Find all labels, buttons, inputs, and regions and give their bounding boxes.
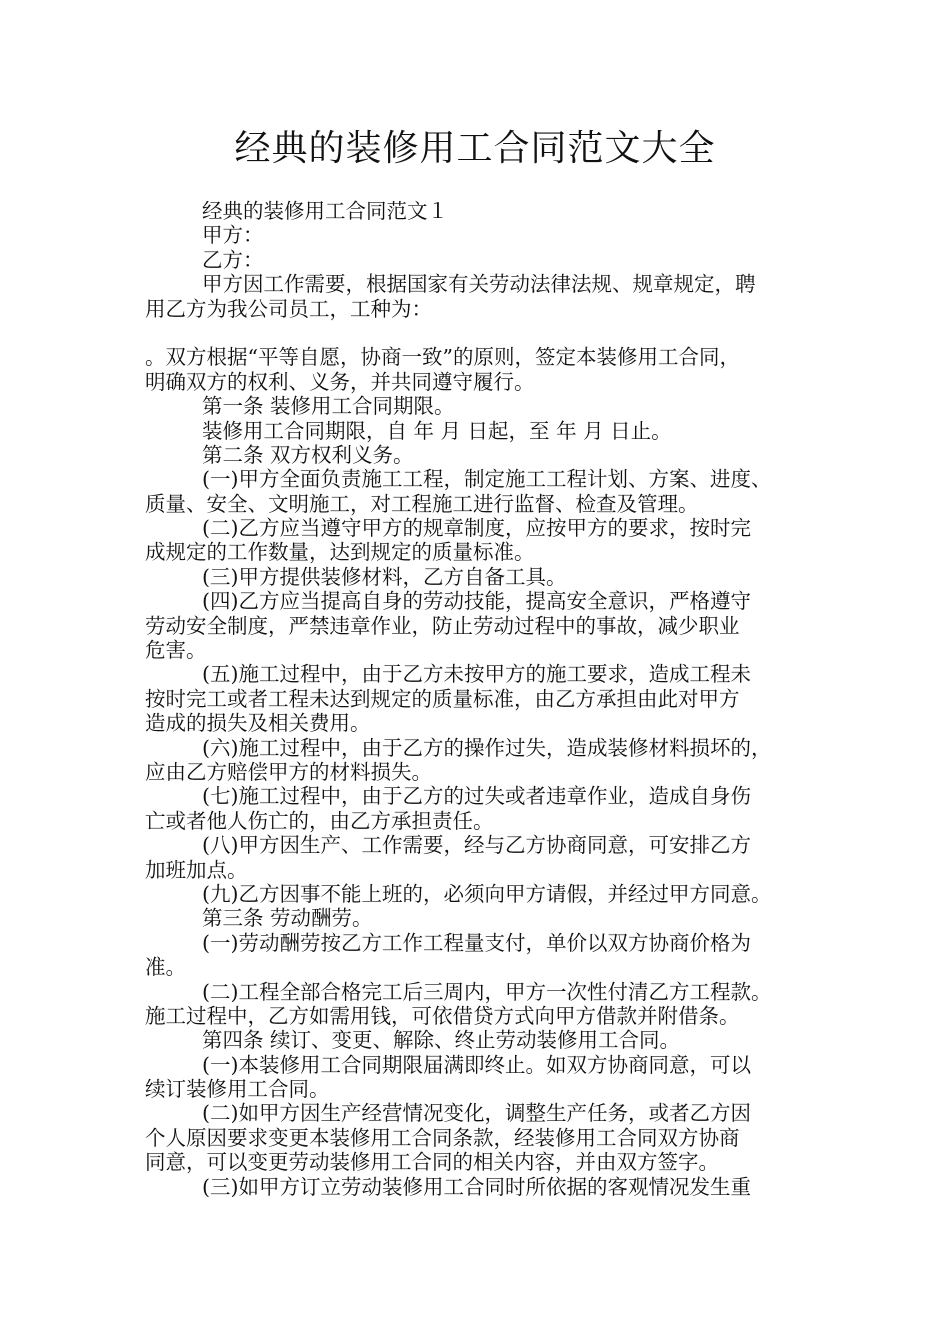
text-line: 应由乙方赔偿甲方的材料损失。 (145, 759, 432, 784)
text-line: (七)施工过程中，由于乙方的过失或者违章作业，造成自身伤 (202, 784, 751, 809)
blank-line (145, 321, 825, 345)
text-line: 劳动安全制度，严禁违章作业，防止劳动过程中的事故，减少职业 (145, 613, 740, 638)
text-line: 明确双方的权利、义务，并共同遵守履行。 (145, 369, 535, 394)
text-line: 甲方因工作需要，根据国家有关劳动法律法规、规章规定，聘 (202, 272, 756, 297)
text-line: 准。 (145, 955, 186, 980)
text-line: 装修用工合同期限，自 年 月 日起，至 年 月 日止。 (202, 418, 672, 443)
document-title: 经典的装修用工合同范文大全 (234, 128, 716, 169)
text-line: 亡或者他人伤亡的，由乙方承担责任。 (145, 808, 494, 833)
text-line: 第二条 双方权利义务。 (202, 442, 414, 467)
text-line: (二)如甲方因生产经营情况变化，调整生产任务，或者乙方因 (202, 1101, 751, 1126)
document-body (145, 199, 825, 1199)
text-line: (五)施工过程中，由于乙方未按甲方的施工要求，造成工程未 (202, 662, 751, 687)
text-line: (三)如甲方订立劳动装修用工合同时所依据的客观情况发生重 (202, 1174, 751, 1199)
text-line: 。双方根据“平等自愿，协商一致”的原则，签定本装修用工合同， (145, 345, 740, 370)
text-line: 加班加点。 (145, 857, 248, 882)
text-line: (二)乙方应当遵守甲方的规章制度，应按甲方的要求，按时完 (202, 516, 751, 541)
text-line: 第三条 劳动酬劳。 (202, 906, 373, 931)
text-line: 个人原因要求变更本装修用工合同条款，经装修用工合同双方协商 (145, 1125, 740, 1150)
text-line: (九)乙方因事不能上班的，必须向甲方请假，并经过甲方同意。 (202, 881, 772, 906)
text-line: 乙方： (202, 247, 264, 272)
text-line: (四)乙方应当提高自身的劳动技能，提高安全意识，严格遵守 (202, 589, 751, 614)
text-line: (一)本装修用工合同期限届满即终止。如双方协商同意，可以 (202, 1052, 751, 1077)
text-line: (二)工程全部合格完工后三周内，甲方一次性付清乙方工程款。 (202, 979, 772, 1004)
text-line: 用乙方为我公司员工，工种为： (145, 296, 432, 321)
text-line: 第一条 装修用工合同期限。 (202, 394, 455, 419)
text-line: (六)施工过程中，由于乙方的操作过失，造成装修材料损坏的， (202, 735, 772, 760)
text-line: 成规定的工作数量，达到规定的质量标准。 (145, 540, 535, 565)
text-line: 质量、安全、文明施工，对工程施工进行监督、检查及管理。 (145, 491, 699, 516)
text-line: 施工过程中，乙方如需用钱，可依借贷方式向甲方借款并附借条。 (145, 1003, 740, 1028)
text-line: 甲方： (202, 223, 264, 248)
text-line: (八)甲方因生产、工作需要，经与乙方协商同意，可安排乙方 (202, 833, 751, 858)
text-line: 经典的装修用工合同范文１ (202, 199, 448, 223)
text-line: 第四条 续订、变更、解除、终止劳动装修用工合同。 (202, 1028, 681, 1053)
text-line: 危害。 (145, 638, 207, 663)
text-line: 造成的损失及相关费用。 (145, 711, 371, 736)
text-line: 同意，可以变更劳动装修用工合同的相关内容，并由双方签字。 (145, 1150, 719, 1175)
text-line: (一)劳动酬劳按乙方工作工程量支付，单价以双方协商价格为 (202, 930, 751, 955)
text-line: 续订装修用工合同。 (145, 1077, 330, 1102)
text-line: (一)甲方全面负责施工工程，制定施工工程计划、方案、进度、 (202, 467, 772, 492)
text-line: (三)甲方提供装修材料，乙方自备工具。 (202, 564, 567, 589)
text-line: 按时完工或者工程未达到规定的质量标准，由乙方承担由此对甲方 (145, 686, 740, 711)
